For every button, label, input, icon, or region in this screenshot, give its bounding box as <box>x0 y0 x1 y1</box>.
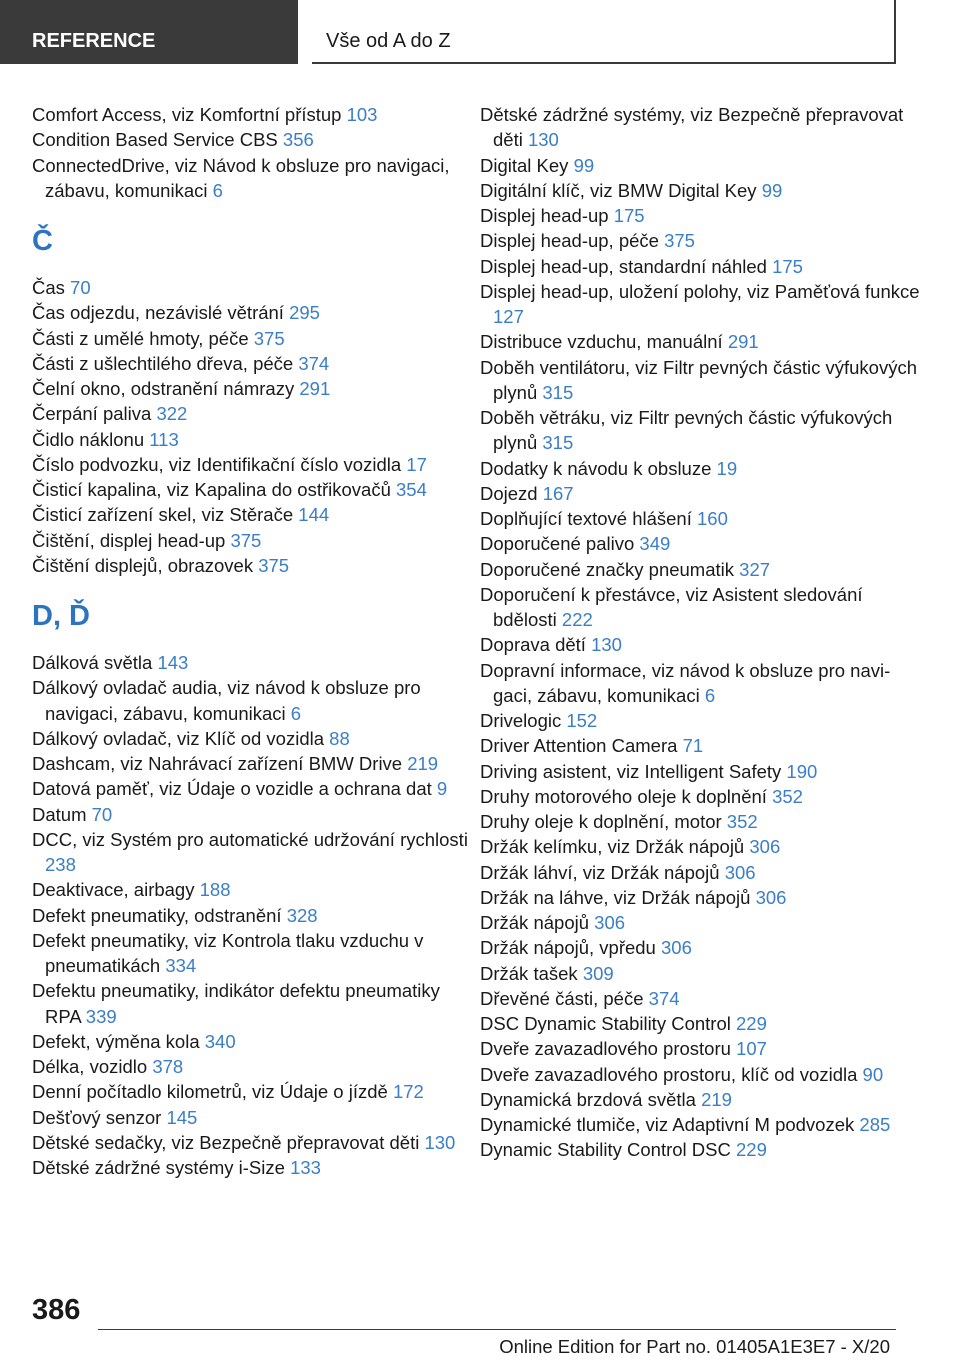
entry-text: DCC, viz Systém pro automatické udržování rychlosti <box>32 828 468 850</box>
entry-text: Displej head-up, standardní náhled <box>480 255 773 277</box>
page-link[interactable]: 145 <box>166 1106 198 1128</box>
entry-text: Dojezd <box>480 482 543 504</box>
entry-text: Části z ušlechtilého dřeva, péče <box>32 352 299 374</box>
index-entry <box>32 903 472 928</box>
index-entry <box>480 1137 920 1162</box>
index-entry <box>480 506 920 531</box>
page-link[interactable]: 130 <box>591 634 622 656</box>
entry-text: Držák na láhve, viz Držák nápojů <box>480 886 756 908</box>
entry-text: Čas odjezdu, nezávislé větrání <box>32 302 290 324</box>
page-link[interactable]: 127 <box>493 306 524 327</box>
page-header <box>312 0 896 64</box>
index-entry <box>32 1029 472 1054</box>
entry-text: Dálková světla <box>32 652 158 673</box>
index-entry <box>32 675 472 726</box>
page-link[interactable]: 375 <box>230 529 262 551</box>
page-link[interactable]: 306 <box>594 912 626 933</box>
page-link[interactable]: 229 <box>736 1139 767 1161</box>
index-entry <box>480 279 920 330</box>
entry-text: Dětské sedačky, viz Bezpečně přepravovat děti <box>32 1131 425 1153</box>
index-entry <box>32 102 472 127</box>
page-link[interactable]: 133 <box>290 1157 321 1178</box>
page-link[interactable]: 354 <box>396 479 427 500</box>
page-link[interactable]: 328 <box>286 904 318 926</box>
page-link[interactable]: 291 <box>727 331 759 353</box>
entry-text: Digital Key <box>480 154 574 176</box>
index-entry <box>480 203 920 228</box>
entry-text: Čerpání paliva <box>32 403 157 425</box>
entry-text: Displej head-up, uložení polohy, viz Paměťová funkce <box>480 280 920 302</box>
index-entry <box>480 1011 920 1036</box>
entry-text: Defekt, výměna kola <box>32 1030 205 1052</box>
page-link[interactable]: 6 <box>704 684 716 706</box>
entry-text: Dodatky k návodu k obsluze <box>480 457 717 479</box>
index-entry <box>480 834 920 859</box>
page-link[interactable]: 175 <box>772 255 803 277</box>
letter-heading: D, Ď <box>32 600 90 632</box>
page-link[interactable]: 334 <box>165 955 197 976</box>
entry-text: Držák láhví, viz Držák nápojů <box>480 861 725 883</box>
page-link[interactable]: 340 <box>204 1030 236 1052</box>
page-link[interactable]: 285 <box>859 1114 891 1135</box>
entry-text: Čisticí kapalina, viz Kapalina do ostřikovačů <box>32 479 397 500</box>
entry-text: Dynamická brzdová světla <box>480 1088 702 1110</box>
index-entry <box>32 452 472 477</box>
index-entry <box>32 1130 472 1155</box>
index-column-left <box>32 102 472 1180</box>
index-entry <box>32 928 472 979</box>
section-label: REFERENCE <box>32 30 156 52</box>
index-entry <box>480 557 920 582</box>
index-entry <box>480 809 920 834</box>
index-entry <box>480 658 920 709</box>
entry-text: Deaktivace, airbagy <box>32 879 200 901</box>
entry-text: Držák tašek <box>480 962 583 984</box>
index-entry <box>32 877 472 902</box>
page-link[interactable]: 175 <box>613 205 645 226</box>
page-link[interactable]: 19 <box>716 457 738 479</box>
page-link[interactable]: 339 <box>85 1005 117 1027</box>
index-entry <box>480 961 920 986</box>
entry-text: Displej head-up, péče <box>480 230 665 252</box>
index-entry <box>32 477 472 502</box>
entry-text: Dynamické tlumiče, viz Adaptivní M podvozek <box>480 1114 860 1135</box>
entry-text: Délka, vozidlo <box>32 1056 153 1077</box>
index-entry <box>32 326 472 351</box>
page-link[interactable]: 306 <box>749 836 781 858</box>
index-entry <box>32 978 472 1029</box>
page-link[interactable]: 70 <box>70 277 91 298</box>
page-link[interactable]: 107 <box>736 1038 767 1060</box>
page-link[interactable]: 327 <box>739 558 771 580</box>
index-entry <box>32 275 472 300</box>
entry-text: Čelní okno, odstranění námrazy <box>32 378 300 399</box>
entry-text: Doběh větráku, viz Filtr pevných částic výfukových plynů <box>480 407 893 454</box>
index-entry <box>480 632 920 657</box>
section-tab <box>0 0 298 64</box>
index-entry <box>32 1155 472 1180</box>
entry-text: Comfort Access, viz Komfortní přístup <box>32 104 347 125</box>
page-link[interactable]: 219 <box>407 753 439 774</box>
index-entry <box>32 1079 472 1104</box>
page-link[interactable]: 160 <box>697 508 728 529</box>
page-link[interactable]: 295 <box>289 302 320 324</box>
page-link[interactable]: 352 <box>772 785 803 807</box>
entry-text: Condition Based Service CBS <box>32 129 283 151</box>
page-link[interactable]: 349 <box>639 533 671 555</box>
page-link[interactable]: 315 <box>542 381 574 403</box>
index-entry <box>480 733 920 758</box>
index-entry <box>480 582 920 633</box>
entry-text: Dřevěné části, péče <box>480 987 649 1009</box>
index-entry <box>32 776 472 801</box>
entry-text: Čištění displejů, obrazovek <box>32 554 259 576</box>
page-link[interactable]: 322 <box>156 403 188 425</box>
page-link[interactable]: 144 <box>298 504 330 526</box>
entry-text: Dopravní informace, viz návod k obsluze pro navigaci, zábavu, komunikaci <box>480 659 891 706</box>
entry-text: Doporučení k přestávce, viz Asistent sledování bdělosti <box>480 583 863 630</box>
entry-text: DSC Dynamic Stability Control <box>480 1013 736 1034</box>
index-entry <box>480 178 920 203</box>
entry-text: Datum <box>32 803 92 825</box>
entry-text: Distribuce vzduchu, manuální <box>480 331 728 353</box>
page-link[interactable]: 90 <box>862 1063 884 1085</box>
index-entry <box>480 784 920 809</box>
page-link[interactable]: 315 <box>542 432 574 454</box>
page-link[interactable]: 291 <box>299 378 331 399</box>
index-entry <box>32 751 472 776</box>
page-link[interactable]: 309 <box>582 962 614 984</box>
entry-text: Doprava dětí <box>480 634 592 656</box>
index-entry <box>480 254 920 279</box>
entry-text: Dětské zádržné systémy i-Size <box>32 1157 291 1178</box>
page-number: 386 <box>32 1294 81 1326</box>
page-link[interactable]: 103 <box>346 104 378 125</box>
page-link[interactable]: 375 <box>258 554 290 576</box>
page-title: Vše od A do Z <box>326 30 451 52</box>
entry-text: Datová paměť, viz Údaje o vozidle a ochrana dat <box>32 778 437 800</box>
index-entry <box>32 802 472 827</box>
page-link[interactable]: 306 <box>661 937 692 959</box>
index-entry <box>480 1112 920 1137</box>
page-link[interactable]: 113 <box>149 428 179 450</box>
entry-text: Drivelogic <box>480 710 567 731</box>
entry-text: Defektu pneumatiky, indikátor defektu pneumatiky RPA <box>32 980 440 1027</box>
footer-rule <box>98 1329 896 1330</box>
page-link[interactable]: 152 <box>566 710 598 731</box>
page-link[interactable]: 9 <box>436 778 448 800</box>
entry-text: Dešťový senzor <box>32 1106 167 1128</box>
entry-text: Doplňující textové hlášení <box>480 508 697 529</box>
entry-text: Driving asistent, viz Intelligent Safety <box>480 760 787 782</box>
index-entry <box>480 329 920 354</box>
page-link[interactable]: 188 <box>199 879 231 901</box>
index-entry <box>480 1087 920 1112</box>
index-entry <box>32 376 472 401</box>
page-link[interactable]: 374 <box>298 352 330 374</box>
page-link[interactable]: 356 <box>282 129 314 151</box>
index-entry <box>480 1062 920 1087</box>
letter-heading: Č <box>32 225 53 257</box>
index-entry <box>480 153 920 178</box>
page-link[interactable]: 219 <box>701 1088 732 1110</box>
entry-text: Čidlo náklonu <box>32 428 150 450</box>
index-entry <box>480 759 920 784</box>
index-entry <box>32 726 472 751</box>
index-entry <box>32 401 472 426</box>
index-entry <box>480 910 920 935</box>
index-entry <box>480 355 920 406</box>
entry-text: Čisticí zařízení skel, viz Stěrače <box>32 504 299 526</box>
entry-text: Dálkový ovladač audia, viz návod k obsluze pro navigaci, zábavu, komunikaci <box>32 677 421 724</box>
index-entry <box>32 553 472 578</box>
page-link[interactable]: 70 <box>91 803 113 825</box>
index-entry <box>480 481 920 506</box>
entry-text: Čištění, displej head-up <box>32 529 231 551</box>
index-entry <box>32 502 472 527</box>
entry-text: Dashcam, viz Nahrávací zařízení BMW Drive <box>32 753 408 774</box>
index-entry <box>32 650 472 675</box>
page-link[interactable]: 306 <box>724 861 756 883</box>
entry-text: Defekt pneumatiky, odstranění <box>32 904 287 926</box>
entry-text: Dveře zavazadlového prostoru <box>480 1038 737 1060</box>
page-link[interactable]: 375 <box>253 327 285 349</box>
index-entry <box>32 528 472 553</box>
page-link[interactable]: 352 <box>726 811 758 832</box>
entry-text: Driver Attention Camera <box>480 735 683 757</box>
index-entry <box>32 351 472 376</box>
page-link[interactable]: 229 <box>736 1013 767 1034</box>
page-link[interactable]: 374 <box>648 987 680 1009</box>
index-entry <box>32 300 472 325</box>
index-entry <box>480 935 920 960</box>
page-link[interactable]: 378 <box>152 1056 184 1077</box>
entry-text: Doporučené značky pneumatik <box>480 558 740 580</box>
page-link[interactable]: 143 <box>157 652 189 673</box>
entry-text: Čas <box>32 277 71 298</box>
entry-text: Dynamic Stability Control DSC <box>480 1139 736 1161</box>
entry-text: Displej head-up <box>480 205 614 226</box>
entry-text: Číslo podvozku, viz Identifikační číslo vozidla <box>32 453 407 475</box>
entry-text: Části z umělé hmoty, péče <box>32 327 254 349</box>
entry-text: Dětské zádržné systémy, viz Bezpečně přepravovat děti <box>480 104 904 151</box>
entry-text: Doběh ventilátoru, viz Filtr pevných částic výfukových plynů <box>480 356 917 403</box>
page-link[interactable]: 238 <box>45 854 76 875</box>
index-column-right <box>480 102 920 1163</box>
index-entry <box>32 127 472 152</box>
index-entry <box>480 405 920 456</box>
page-link[interactable]: 172 <box>392 1081 424 1103</box>
page-link[interactable]: 71 <box>682 735 704 757</box>
index-entry <box>480 456 920 481</box>
index-entry <box>480 986 920 1011</box>
page-link[interactable]: 6 <box>212 179 223 201</box>
entry-text: Držák kelímku, viz Držák nápojů <box>480 836 750 858</box>
index-entry <box>480 885 920 910</box>
entry-text: Digitální klíč, viz BMW Digital Key <box>480 179 762 201</box>
entry-text: Defekt pneumatiky, viz Kontrola tlaku vzduchu v pneumatikách <box>32 929 424 976</box>
entry-text: Doporučené palivo <box>480 533 640 555</box>
entry-text: Dveře zavazadlového prostoru, klíč od vozidla <box>480 1063 863 1085</box>
index-entry <box>480 860 920 885</box>
index-entry <box>480 1036 920 1061</box>
page-link[interactable]: 6 <box>290 702 302 724</box>
index-entry <box>480 228 920 253</box>
index-entry <box>480 102 920 153</box>
index-entry <box>32 1105 472 1130</box>
page-link[interactable]: 167 <box>542 482 574 504</box>
page-link[interactable]: 306 <box>755 886 787 908</box>
page-link[interactable]: 130 <box>424 1131 456 1153</box>
footer-edition: Online Edition for Part no. 01405A1E3E7 - X/20 <box>499 1336 890 1357</box>
index-entry <box>32 153 472 204</box>
index-entry <box>480 708 920 733</box>
entry-text: Držák nápojů <box>480 912 595 933</box>
page-link[interactable]: 222 <box>561 609 593 630</box>
entry-text: Držák nápojů, vpředu <box>480 937 661 959</box>
index-entry <box>32 1054 472 1079</box>
page-link[interactable]: 130 <box>527 129 559 151</box>
entry-text: Dálkový ovladač, viz Klíč od vozidla <box>32 727 330 749</box>
page-link[interactable]: 17 <box>406 453 427 475</box>
page-link[interactable]: 99 <box>761 179 783 201</box>
entry-text: ConnectedDrive, viz Návod k obsluze pro navigaci, zábavu, komunikaci <box>32 154 450 201</box>
index-entry <box>480 531 920 556</box>
index-entry <box>32 827 472 878</box>
page-link[interactable]: 88 <box>329 727 350 749</box>
index-entry <box>32 427 472 452</box>
entry-text: Denní počítadlo kilometrů, viz Údaje o jízdě <box>32 1081 393 1103</box>
page-link[interactable]: 99 <box>573 154 595 176</box>
page-link[interactable]: 190 <box>786 760 818 782</box>
entry-text: Druhy motorového oleje k doplnění <box>480 785 773 807</box>
entry-text: Druhy oleje k doplnění, motor <box>480 811 727 832</box>
page-link[interactable]: 375 <box>664 230 695 252</box>
